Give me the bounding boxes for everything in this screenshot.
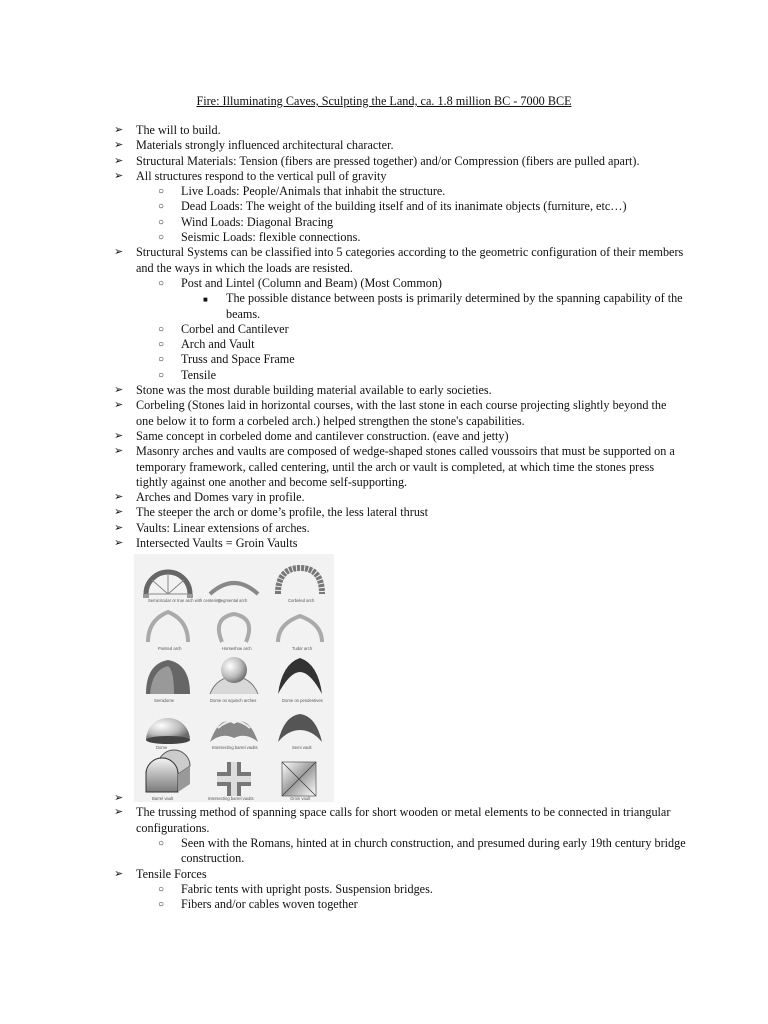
arrow-bullet-icon: ➢ [114, 537, 124, 550]
bullet-text: Same concept in corbeled dome and cantilever construction. (eave and jetty) [136, 428, 509, 443]
bullet-item-level-1 [0, 505, 768, 520]
arrow-bullet-icon: ➢ [114, 506, 124, 519]
bullet-text: Dead Loads: The weight of the building itself and of its inanimate objects (furniture, etc…) [181, 199, 627, 214]
caption-text: Dome on pendentives [282, 698, 323, 704]
circle-bullet-icon: ○ [158, 883, 165, 895]
bullet-item-level-2 [0, 352, 768, 367]
circle-bullet-icon: ○ [158, 339, 165, 351]
bullet-text: Structural Systems can be classified into 5 categories according to the geometric configuration of their members and the ways in which the loads are resisted. [136, 245, 684, 275]
arrow-bullet-icon: ➢ [114, 792, 124, 805]
bullet-text: Corbeling (Stones laid in horizontal courses, with the last stone in each course projecting slightly beyond the one below it to form a corbeled arch.) helped strengthen the stone's capabilities. [136, 398, 667, 428]
arrow-bullet-icon: ➢ [114, 429, 124, 442]
bullet-item-level-1 [0, 429, 768, 444]
arrow-bullet-icon: ➢ [114, 806, 124, 819]
bullet-item-level-2 [0, 276, 768, 291]
bullet-item-level-2 [0, 897, 768, 912]
bullet-text: Stone was the most durable building material available to early societies. [136, 383, 492, 398]
bullet-item-level-1 [0, 490, 768, 505]
arrow-bullet-icon: ➢ [114, 867, 124, 880]
bullet-item-level-1 [0, 138, 768, 153]
circle-bullet-icon: ○ [158, 186, 165, 198]
bullet-text: Fibers and/or cables woven together [181, 897, 358, 912]
bullet-text: Tensile Forces [136, 866, 207, 881]
arrow-bullet-icon: ➢ [114, 445, 124, 458]
bullet-item-level-3 [0, 291, 768, 322]
bullet-item-level-2 [0, 882, 768, 897]
bullet-item-level-2 [0, 368, 768, 383]
caption-text: Tudor arch [292, 646, 313, 652]
bullet-item-level-1 [0, 154, 768, 169]
arrow-bullet-icon: ➢ [114, 521, 124, 534]
circle-bullet-icon: ○ [158, 277, 165, 289]
arrow-bullet-icon: ➢ [114, 384, 124, 397]
figure-bullet-item [0, 551, 768, 805]
bullet-text: Vaults: Linear extensions of arches. [136, 520, 310, 535]
bullet-item-level-1 [0, 169, 768, 184]
bullet-text: The trussing method of spanning space calls for short wooden or metal elements to be connected in triangular configurations. [136, 805, 671, 835]
bullet-text: Masonry arches and vaults are composed of wedge-shaped stones called voussoirs that must be supported on a temporary framework, called centering, until the arch or vault is completed, at which time the stones press tightly against one another and become self-supporting. [136, 444, 675, 489]
bullet-item-level-2 [0, 184, 768, 199]
caption-text: Dome on squinch arches [210, 698, 257, 704]
bullet-text: The steeper the arch or dome’s profile, the less lateral thrust [136, 505, 429, 520]
arrow-bullet-icon: ➢ [114, 124, 124, 136]
caption-text: Horseshoe arch [222, 646, 252, 652]
caption-text: Semicircular or true arch with centering [148, 598, 221, 604]
circle-bullet-icon: ○ [158, 201, 165, 213]
bullet-item-level-1 [0, 536, 768, 551]
caption-text: Barrel vault [152, 796, 174, 802]
circle-bullet-icon: ○ [158, 323, 165, 335]
square-bullet-icon: ■ [203, 295, 208, 305]
arrow-bullet-icon: ➢ [114, 246, 124, 259]
bullet-text: Truss and Space Frame [181, 352, 295, 367]
groin-vault-plan-drawing [282, 762, 316, 796]
document-body [0, 123, 768, 912]
bullet-item-level-2 [0, 215, 768, 230]
circle-bullet-icon: ○ [158, 899, 165, 911]
caption-text: Corbeled arch [288, 598, 315, 604]
caption-text: Segmental arch [218, 598, 248, 604]
bullet-text: Fabric tents with upright posts. Suspension bridges. [181, 881, 433, 896]
bullet-item-level-2 [0, 337, 768, 352]
bullet-text: The possible distance between posts is primarily determined by the spanning capability of the beams. [226, 291, 683, 321]
bullet-text: Seen with the Romans, hinted at in church construction, and presumed during early 19th century bridge construction. [181, 835, 686, 866]
arch-diagram-image [134, 554, 334, 802]
caption-text: Pointed arch [158, 646, 182, 652]
arrow-bullet-icon: ➢ [114, 399, 124, 412]
bullet-item-level-1 [0, 398, 768, 429]
arrow-bullet-icon: ➢ [114, 154, 124, 167]
bullet-item-level-1 [0, 123, 768, 138]
bullet-text: Post and Lintel (Column and Beam) (Most Common) [181, 275, 442, 290]
bullet-item-level-2 [0, 322, 768, 337]
bullet-text: All structures respond to the vertical pull of gravity [136, 168, 387, 183]
bullet-item-level-1 [0, 444, 768, 490]
bullet-text: Seismic Loads: flexible connections. [181, 230, 361, 245]
bullet-item-level-1 [0, 383, 768, 398]
circle-bullet-icon: ○ [158, 216, 165, 228]
arrow-bullet-icon: ➢ [114, 491, 124, 504]
bullet-item-level-1 [0, 245, 768, 276]
document-title: Fire: Illuminating Caves, Sculpting the Land, ca. 1.8 million BC - 7000 BCE [196, 94, 572, 108]
caption-text: Semi vault [292, 745, 312, 751]
bullet-text: Corbel and Cantilever [181, 321, 289, 336]
bullet-item-level-2 [0, 199, 768, 214]
arrow-bullet-icon: ➢ [114, 139, 124, 152]
bullet-text: Live Loads: People/Animals that inhabit the structure. [181, 184, 446, 199]
bullet-text: Arches and Domes vary in profile. [136, 490, 305, 505]
arrow-bullet-icon: ➢ [114, 169, 124, 182]
caption-text: Intersecting barrel vaults [212, 745, 258, 751]
circle-bullet-icon: ○ [158, 354, 165, 366]
bullet-list-before-figure [0, 123, 768, 551]
bullet-text: Intersected Vaults = Groin Vaults [136, 536, 298, 551]
bullet-text: The will to build. [136, 123, 221, 137]
circle-bullet-icon: ○ [158, 232, 165, 244]
bullet-list-after-figure [0, 805, 768, 912]
bullet-text: Tensile [181, 367, 217, 382]
bullet-item-level-1 [0, 867, 768, 882]
bullet-item-level-2 [0, 230, 768, 245]
caption-text: Intersecting barrel vaults [208, 796, 254, 802]
bullet-item-level-2 [0, 836, 768, 867]
bullet-text: Wind Loads: Diagonal Bracing [181, 214, 334, 229]
caption-text: Groin vault [290, 796, 311, 802]
caption-text: Dome [156, 745, 168, 751]
arch-and-vault-figure [134, 554, 334, 802]
bullet-text: Materials strongly influenced architectural character. [136, 138, 394, 153]
bullet-text: Arch and Vault [181, 337, 255, 352]
caption-text: Semidome [154, 698, 175, 704]
bullet-item-level-1 [0, 805, 768, 836]
circle-bullet-icon: ○ [158, 837, 165, 849]
bullet-text: Structural Materials: Tension (fibers are pressed together) and/or Compression (fibers are pulled apart). [136, 153, 640, 168]
bullet-item-level-1 [0, 521, 768, 536]
circle-bullet-icon: ○ [158, 369, 165, 381]
